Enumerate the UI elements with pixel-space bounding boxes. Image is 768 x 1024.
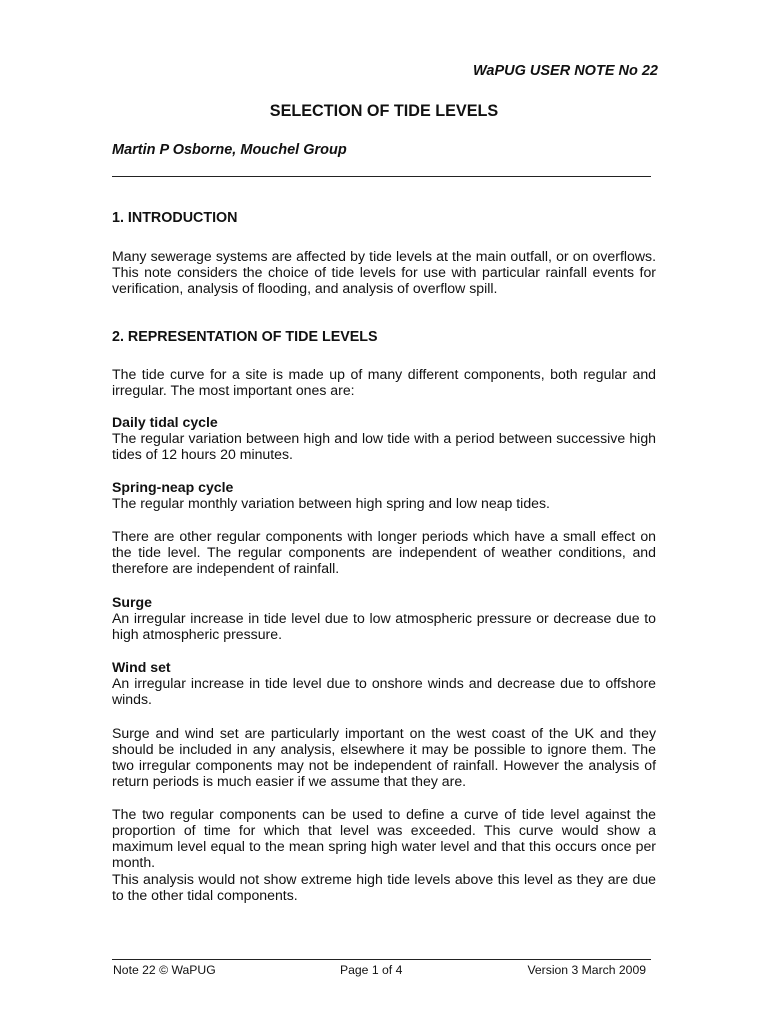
spring-neap-cycle-heading: Spring-neap cycle [112,479,234,495]
user-note-number: WaPUG USER NOTE No 22 [472,63,658,79]
footer-version: Version 3 March 2009 [527,963,646,977]
wind-set-heading: Wind set [112,659,171,675]
footer-divider [112,959,651,960]
tide-curve-intro-paragraph: The tide curve for a site is made up of many different components, both regular and irregular. The most important ones are: [112,366,656,398]
header-divider [112,176,651,177]
spring-neap-cycle-text: The regular monthly variation between high spring and low neap tides. [112,495,550,511]
surge-wind-paragraph: Surge and wind set are particularly important on the west coast of the UK and they should be included in any analysis, elsewhere it may be possible to ignore them. The two irregular components may not be independent of rainfall. However the analysis of return periods is much easier if we assume that they are. [112,725,656,789]
other-components-paragraph: There are other regular components with longer periods which have a small effect on the tide level. The regular components are independent of weather conditions, and therefore are independent of rainfall. [112,528,656,576]
author-line: Martin P Osborne, Mouchel Group [112,142,347,158]
section-heading-introduction: 1. INTRODUCTION [112,210,238,226]
section-heading-representation: 2. REPRESENTATION OF TIDE LEVELS [112,329,378,345]
document-title: SELECTION OF TIDE LEVELS [269,102,499,120]
daily-tidal-cycle-heading: Daily tidal cycle [112,414,218,430]
extreme-levels-paragraph: This analysis would not show extreme high tide levels above this level as they are due to the other tidal components. [112,871,656,903]
wind-set-text: An irregular increase in tide level due to onshore winds and decrease due to offshore winds. [112,675,656,707]
surge-text: An irregular increase in tide level due to low atmospheric pressure or decrease due to high atmospheric pressure. [112,610,656,642]
footer-copyright: Note 22 © WaPUG [113,963,216,977]
intro-paragraph: Many sewerage systems are affected by tide levels at the main outfall, or on overflows. This note considers the choice of tide levels for use with particular rainfall events for verification, analysis of flooding, and analysis of overflow spill. [112,248,656,296]
surge-heading: Surge [112,594,152,610]
daily-tidal-cycle-text: The regular variation between high and low tide with a period between successive high tides of 12 hours 20 minutes. [112,430,656,462]
footer-page-number: Page 1 of 4 [340,963,403,977]
regular-components-paragraph: The two regular components can be used to define a curve of tide level against the proportion of time for which that level was exceeded. This curve would show a maximum level equal to the mean spring high water level and that this occurs once per month. [112,806,656,870]
